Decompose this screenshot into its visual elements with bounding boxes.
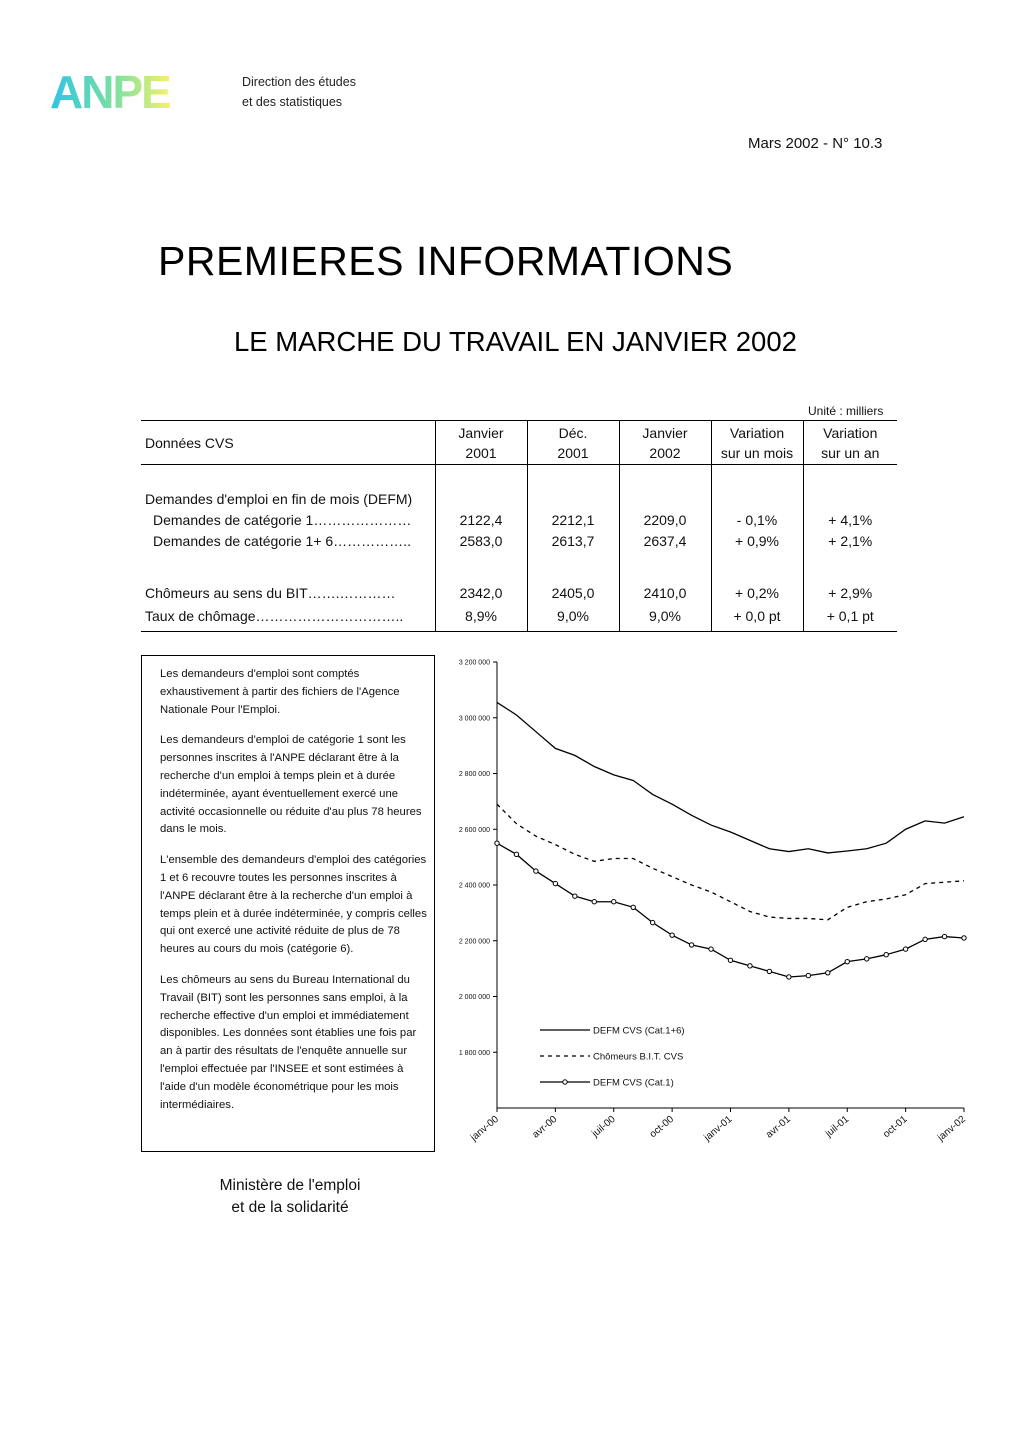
table-cell: 2613,7 bbox=[527, 533, 619, 563]
data-point bbox=[553, 881, 557, 885]
table-cell: + 0,1 pt bbox=[803, 601, 897, 632]
note-paragraph: Les demandeurs d'emploi de catégorie 1 sont les personnes inscrites à l'ANPE déclarant être à la recherche d'un emploi à temps plein et à durée indéterminée, ayant éventuellement exercé une activité occasionnelle ou réduite d'au plus 78 heures dans le mois. bbox=[160, 734, 422, 836]
column-header: Janvier 2001 bbox=[435, 421, 527, 465]
page-title: PREMIERES INFORMATIONS bbox=[158, 238, 734, 284]
data-point bbox=[612, 900, 616, 904]
table-cell: 2637,4 bbox=[619, 533, 711, 563]
data-point bbox=[806, 973, 810, 977]
y-tick-label: 3 200 000 bbox=[458, 659, 490, 667]
table-corner-label: Données CVS bbox=[141, 421, 435, 465]
note-paragraph: L'ensemble des demandeurs d'emploi des catégories 1 et 6 recouvre toutes les personnes inscrites à l'ANPE déclarant être à la recherche d'un emploi à temps plein et à durée indéterminée, y compris celles qui ont exercé une activité réduite de plus de 78 heures au cours du mois (catégorie 6). bbox=[160, 854, 427, 956]
section-label: Demandes d'emploi en fin de mois (DEFM) bbox=[145, 491, 413, 507]
data-point bbox=[962, 936, 966, 940]
column-header: Variation sur un mois bbox=[711, 421, 803, 465]
org-line-1: Direction des études bbox=[242, 75, 356, 89]
chart-svg bbox=[440, 648, 1024, 1168]
stats-table bbox=[141, 420, 897, 632]
table-cell: + 0,2% bbox=[711, 563, 803, 601]
series-line bbox=[497, 702, 964, 853]
table-header-row bbox=[141, 421, 897, 465]
x-tick-label: juil-01 bbox=[823, 1113, 852, 1140]
y-tick-label: 1 800 000 bbox=[458, 1049, 490, 1057]
table-cell: 2209,0 bbox=[619, 507, 711, 533]
x-tick-label: oct-01 bbox=[881, 1113, 910, 1141]
ministry-name bbox=[205, 1175, 375, 1219]
data-point bbox=[728, 958, 732, 962]
data-point bbox=[942, 934, 946, 938]
row-label: Chômeurs au sens du BIT…….………… bbox=[145, 585, 396, 601]
table-cell: 9,0% bbox=[619, 601, 711, 632]
data-point bbox=[631, 905, 635, 909]
table-row bbox=[141, 533, 897, 563]
data-point bbox=[787, 975, 791, 979]
table-cell: 2342,0 bbox=[435, 563, 527, 601]
org-line-2: et des statistiques bbox=[242, 95, 343, 109]
data-point bbox=[845, 959, 849, 963]
series-line bbox=[497, 843, 964, 977]
table-section-row bbox=[141, 465, 897, 508]
table-row bbox=[141, 507, 897, 533]
data-point bbox=[534, 869, 538, 873]
x-tick-label: janv-00 bbox=[468, 1113, 501, 1144]
logo-text: ANPE bbox=[50, 68, 170, 112]
table-cell: 2583,0 bbox=[435, 533, 527, 563]
data-point bbox=[903, 947, 907, 951]
table-cell: + 2,9% bbox=[803, 563, 897, 601]
table-cell: 2212,1 bbox=[527, 507, 619, 533]
data-point bbox=[670, 933, 674, 937]
note-paragraph: Les chômeurs au sens du Bureau International du Travail (BIT) sont les personnes sans emploi, à la recherche effective d'un emploi et immédiatement disponibles. Les données sont établies une fois par an à partir des résultats de l'enquête annuelle sur l'emploi effectuée par l'INSEE et sont estimées à l'aide d'un modèle économétrique pour les mois intermédiaires. bbox=[160, 973, 417, 1111]
note-paragraph: Les demandeurs d'emploi sont comptés exhaustivement à partir des fichiers de l'Agence Nationale Pour l'Emploi. bbox=[160, 668, 400, 716]
table-cell: 2122,4 bbox=[435, 507, 527, 533]
table-cell: + 0,9% bbox=[711, 533, 803, 563]
data-point bbox=[884, 952, 888, 956]
data-point bbox=[650, 920, 654, 924]
column-header: Janvier 2002 bbox=[619, 421, 711, 465]
column-header: Déc. 2001 bbox=[527, 421, 619, 465]
data-point bbox=[689, 943, 693, 947]
table-cell: + 0,0 pt bbox=[711, 601, 803, 632]
table-cell: 9,0% bbox=[527, 601, 619, 632]
legend-label: Chômeurs B.I.T. CVS bbox=[593, 1051, 684, 1063]
table-row bbox=[141, 601, 897, 632]
data-point bbox=[923, 937, 927, 941]
y-tick-label: 2 400 000 bbox=[458, 882, 490, 890]
data-point bbox=[592, 900, 596, 904]
data-point bbox=[514, 852, 518, 856]
legend-label: DEFM CVS (Cat.1+6) bbox=[593, 1025, 685, 1037]
data-point bbox=[767, 969, 771, 973]
y-tick-label: 2 200 000 bbox=[458, 938, 490, 946]
row-label: Demandes de catégorie 1………………… bbox=[153, 512, 412, 528]
data-point bbox=[865, 957, 869, 961]
x-tick-label: janv-01 bbox=[702, 1113, 735, 1144]
data-point bbox=[709, 947, 713, 951]
x-tick-label: avr-01 bbox=[764, 1113, 793, 1141]
row-label: Taux de chômage………………………….. bbox=[141, 601, 435, 632]
x-tick-label: janv-02 bbox=[935, 1113, 968, 1144]
ministry-line-1: Ministère de l'emploi bbox=[219, 1177, 361, 1194]
anpe-logo bbox=[48, 68, 208, 112]
table-cell: + 2,1% bbox=[803, 533, 897, 563]
x-tick-label: avr-00 bbox=[530, 1113, 560, 1141]
row-label: Demandes de catégorie 1+ 6…………….. bbox=[153, 533, 411, 549]
series-line bbox=[497, 804, 964, 920]
definitions-box bbox=[141, 655, 435, 1152]
y-tick-label: 3 000 000 bbox=[458, 715, 490, 723]
data-point bbox=[748, 964, 752, 968]
table-cell: + 4,1% bbox=[803, 507, 897, 533]
line-chart bbox=[440, 648, 1024, 1168]
data-point bbox=[826, 971, 830, 975]
column-header: Variation sur un an bbox=[803, 421, 897, 465]
x-tick-label: oct-00 bbox=[647, 1113, 677, 1141]
page-subtitle: LE MARCHE DU TRAVAIL EN JANVIER 2002 bbox=[234, 326, 797, 357]
table-unit: Unité : milliers bbox=[808, 404, 884, 418]
x-tick-label: juil-00 bbox=[590, 1113, 618, 1140]
legend-marker bbox=[563, 1080, 567, 1084]
ministry-line-2: et de la solidarité bbox=[231, 1199, 349, 1216]
table-cell: 2405,0 bbox=[527, 563, 619, 601]
organization-name bbox=[242, 72, 356, 112]
table-row bbox=[141, 563, 897, 601]
y-tick-label: 2 000 000 bbox=[458, 994, 490, 1001]
y-tick-label: 2 800 000 bbox=[458, 771, 490, 778]
data-point bbox=[495, 841, 499, 845]
issue-number: Mars 2002 - N° 10.3 bbox=[748, 135, 883, 152]
table-cell: - 0,1% bbox=[711, 507, 803, 533]
table-cell: 8,9% bbox=[435, 601, 527, 632]
legend-label: DEFM CVS (Cat.1) bbox=[593, 1077, 674, 1089]
y-tick-label: 2 600 000 bbox=[458, 826, 490, 834]
table-cell: 2410,0 bbox=[619, 563, 711, 601]
data-point bbox=[573, 894, 577, 898]
